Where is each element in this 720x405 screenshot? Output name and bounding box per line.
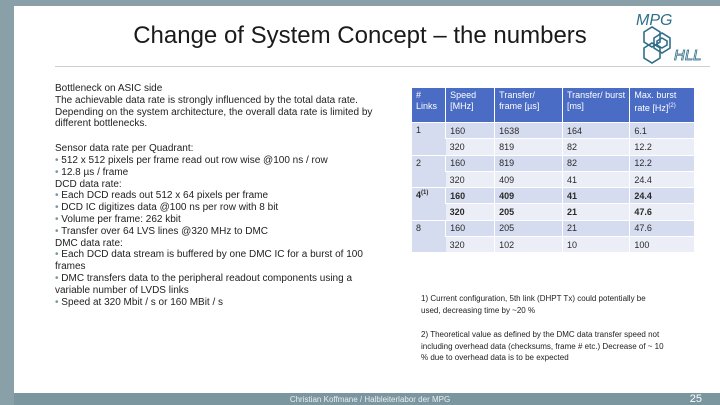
table-cell: 100 <box>630 237 694 253</box>
col-max-burst: Max. burst rate $[Hz]^{(2)}$ <box>630 88 694 123</box>
list-item: • Transfer over 64 LVS lines @320 MHz to DMC <box>55 225 268 237</box>
table-cell: 4$^{(1)}$ <box>412 188 446 221</box>
col-speed: Speed [MHz] <box>446 88 495 123</box>
page-number: 25 <box>689 393 702 405</box>
table-cell: 8 <box>412 220 446 252</box>
table-cell: 82 <box>562 139 629 155</box>
bullet-icon: • <box>55 202 62 214</box>
bullet-icon: • <box>55 296 62 308</box>
footnote-2: 2) Theoretical value as defined by the DMC data transfer speed not including overhead data (checksums, frame # etc.) Decrease of ~ 10 % due to overhead data is to be expected <box>421 330 664 362</box>
list-item: • 12.8 µs / frame <box>55 166 129 178</box>
table-cell: 102 <box>495 237 563 253</box>
table-cell: 320 <box>446 204 495 220</box>
table-cell: 47.6 <box>630 220 694 236</box>
table-row <box>412 220 694 236</box>
list-item: • Each DCD data stream is buffered by one DMC IC for a burst of 100 frames <box>55 249 363 273</box>
list-item: • Volume per frame: 262 kbit <box>55 213 181 225</box>
table-row <box>412 188 694 204</box>
footnote-1: 1) Current configuration, 5th link (DHPT Tx) could potentially be used, decreasing time by ~20 % <box>421 294 646 315</box>
table-cell: 12.2 <box>630 155 694 171</box>
table-row <box>412 155 694 171</box>
col-links: # Links <box>412 88 446 123</box>
bullet-icon: • <box>55 225 62 237</box>
table-cell: 160 <box>446 155 495 171</box>
bullet-icon: • <box>55 249 62 261</box>
table-cell: 409 <box>495 171 563 187</box>
list-item: • DMC transfers data to the peripheral readout components using a variable number of LVDS links <box>55 272 352 296</box>
col-transfer-frame: Transfer/ frame [µs] <box>495 88 563 123</box>
table-cell: 47.6 <box>630 204 694 220</box>
dmc-heading: DMC data rate: <box>55 237 123 249</box>
table-cell: 205 <box>495 220 563 236</box>
footer-author: Christian Koffmane / Halbleiterlabor der MPG <box>289 395 451 404</box>
table-cell: 164 <box>562 123 629 139</box>
bullet-icon: • <box>55 190 62 202</box>
table-cell: 82 <box>562 155 629 171</box>
list-item: • Each DCD reads out 512 x 64 pixels per frame <box>55 190 269 202</box>
table-cell: 409 <box>495 188 563 204</box>
table-cell: 160 <box>446 220 495 236</box>
table-cell: 819 <box>495 139 563 155</box>
table-cell: 819 <box>495 155 563 171</box>
bullet-icon: • <box>55 166 62 178</box>
table-header-row <box>412 88 694 123</box>
table-cell: 1638 <box>495 123 563 139</box>
table-row <box>412 139 694 155</box>
table-cell: 10 <box>562 237 629 253</box>
bullet-icon: • <box>55 272 62 284</box>
table-cell: 320 <box>446 139 495 155</box>
table-cell: 24.4 <box>630 171 694 187</box>
dcd-heading: DCD data rate: <box>55 178 122 190</box>
table-row <box>412 204 694 220</box>
table-cell: 24.4 <box>630 188 694 204</box>
table-cell: 41 <box>562 171 629 187</box>
table-cell: 160 <box>446 123 495 139</box>
slide-title: Change of System Concept – the numbers <box>133 22 587 49</box>
col-transfer-burst: Transfer/ burst [ms] <box>562 88 629 123</box>
list-item: • Speed at 320 Mbit / s or 160 MBit / s <box>55 296 224 308</box>
logo-text-bottom: HLL <box>674 47 702 64</box>
table-cell: 205 <box>495 204 563 220</box>
table-row <box>412 123 694 139</box>
table-cell: 1 <box>412 123 446 156</box>
table-row <box>412 237 694 253</box>
bullet-icon: • <box>55 213 62 225</box>
list-item: • 512 x 512 pixels per frame read out row wise @100 ns / row <box>55 154 328 166</box>
table-cell: 41 <box>562 188 629 204</box>
title-divider <box>55 66 710 67</box>
list-item: • DCD IC digitizes data @100 ns per row with 8 bit <box>55 202 279 214</box>
table-row <box>412 171 694 187</box>
mpg-hll-logo <box>628 8 716 64</box>
table-cell: 320 <box>446 237 495 253</box>
table-cell: 6.1 <box>630 123 694 139</box>
logo-text-top: MPG <box>636 12 673 29</box>
bottleneck-body: The achievable data rate is strongly influenced by the total data rate. Depending on the system architecture, the overall data rate is limited by different bottlenecks. <box>55 94 373 130</box>
bottleneck-heading: Bottleneck on ASIC side <box>55 83 163 94</box>
bullet-icon: • <box>55 154 62 166</box>
table-cell: 12.2 <box>630 139 694 155</box>
left-text-block <box>55 83 385 308</box>
table-cell: 160 <box>446 188 495 204</box>
frame-left-bar <box>0 6 14 405</box>
link-rate-table <box>412 88 694 252</box>
table-cell: 21 <box>562 220 629 236</box>
table-cell: 2 <box>412 155 446 188</box>
table-cell: 320 <box>446 171 495 187</box>
table-cell: 21 <box>562 204 629 220</box>
sensor-heading: Sensor data rate per Quadrant: <box>55 143 194 155</box>
